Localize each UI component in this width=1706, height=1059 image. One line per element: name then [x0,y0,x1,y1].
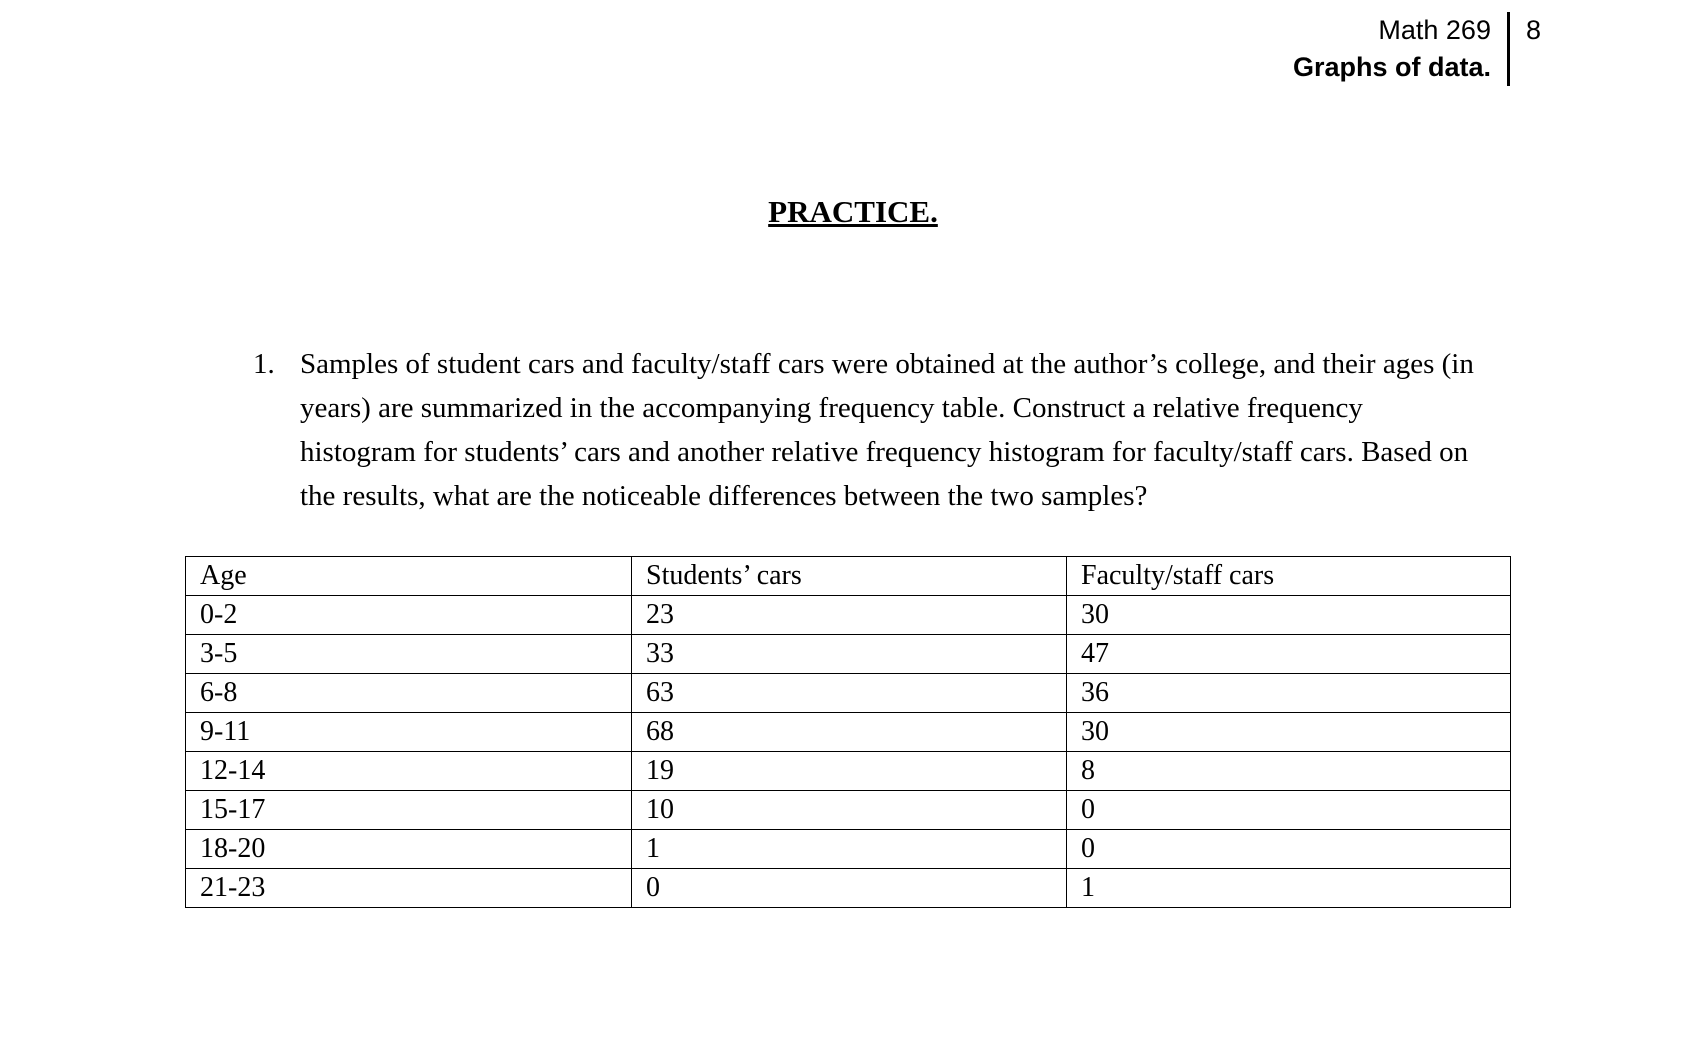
section-title-container [0,194,1706,230]
table-cell: 30 [1067,596,1511,635]
table-cell: 36 [1067,674,1511,713]
table-row [186,791,1511,830]
table-cell: 0 [1067,791,1511,830]
table-row [186,674,1511,713]
page-number: 8 [1507,12,1541,86]
table-cell: 47 [1067,635,1511,674]
table-cell: 21-23 [186,869,632,908]
table-header-cell-age: Age [186,557,632,596]
table-cell: 6-8 [186,674,632,713]
table-row [186,869,1511,908]
table-cell: 1 [632,830,1067,869]
table-cell: 19 [632,752,1067,791]
problem-text: Samples of student cars and faculty/staff cars were obtained at the author’s college, and their ages (in years) are summarized in the accompanying frequency table. Construct a relative frequency histogram for students’ cars and another relative frequency histogram for faculty/staff cars. Based on the results, what are the noticeable differences between the two samples? [300,348,1474,512]
table-header-row [186,557,1511,596]
table-cell: 10 [632,791,1067,830]
table-header-cell-faculty-staff-cars: Faculty/staff cars [1067,557,1511,596]
table-cell: 0 [632,869,1067,908]
table-cell: 9-11 [186,713,632,752]
table-cell: 12-14 [186,752,632,791]
document-subtitle: Graphs of data. [1292,52,1491,82]
course-title: Math 269 [1378,15,1491,45]
table-cell: 15-17 [186,791,632,830]
table-cell: 68 [632,713,1067,752]
table-cell: 3-5 [186,635,632,674]
frequency-table [185,556,1511,908]
section-title: PRACTICE. [768,194,938,229]
table-row [186,830,1511,869]
table-cell: 23 [632,596,1067,635]
problem-number: 1. [253,348,275,380]
table-cell: 33 [632,635,1067,674]
table-cell: 63 [632,674,1067,713]
table-cell: 30 [1067,713,1511,752]
table-header-cell-students-cars: Students’ cars [632,557,1067,596]
header-course-block [1293,12,1507,86]
page-header [0,0,1706,86]
table-row [186,635,1511,674]
problem-1 [253,342,1706,518]
table-row [186,596,1511,635]
table-row [186,752,1511,791]
table-cell: 0-2 [186,596,632,635]
table-cell: 8 [1067,752,1511,791]
table-cell: 0 [1067,830,1511,869]
table-cell: 1 [1067,869,1511,908]
table-row [186,713,1511,752]
table-cell: 18-20 [186,830,632,869]
